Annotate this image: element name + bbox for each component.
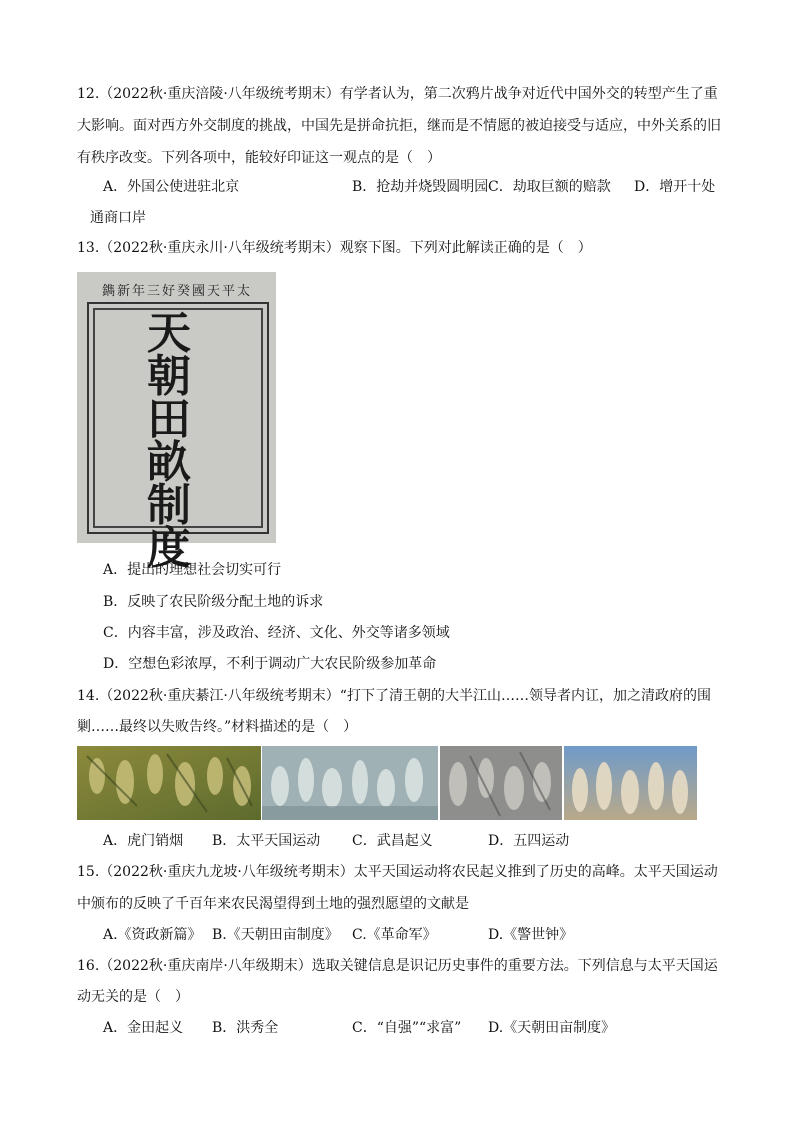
q15-stem-line1: 15.（2022秋·重庆九龙坡·八年级统考期末）太平天国运动将农民起义推到了历史的高峰。太平天国运动	[77, 864, 718, 880]
q15-option-a: A.《资政新篇》	[103, 927, 202, 943]
q16-option-a: A．金田起义	[103, 1020, 184, 1036]
q13-option-b: B．反映了农民阶级分配土地的诉求	[103, 594, 324, 610]
q12-stem-line2: 大影响。面对西方外交制度的挑战，中国先是拼命抗拒，继而是不情愿的被迫接受与适应，中外关系的旧	[77, 118, 721, 134]
q14-option-d: D．五四运动	[488, 833, 570, 849]
q13-stem: 13.（2022秋·重庆永川·八年级统考期末）观察下图。下列对此解读正确的是（ ）	[77, 240, 592, 256]
q13-option-a: A．提出的理想社会切实可行	[103, 562, 282, 578]
q14-stem-line2: 剿……最终以失败告终。”材料描述的是（ ）	[77, 719, 358, 735]
relief-image-d	[564, 746, 697, 820]
q12-option-c: C．劫取巨额的赔款	[488, 179, 611, 195]
q14-stem-line1: 14.（2022秋·重庆綦江·八年级统考期末）“打下了清王朝的大半江山……领导者内讧，加之清政府的围	[77, 688, 711, 704]
q16-stem-line2: 动无关的是（ ）	[77, 989, 189, 1005]
q16-option-b: B．洪秀全	[212, 1020, 279, 1036]
q14-option-a: A．虎门销烟	[103, 833, 184, 849]
q13-option-d: D．空想色彩浓厚，不利于调动广大农民阶级参加革命	[103, 656, 437, 672]
q14-option-b: B．太平天国运动	[212, 833, 321, 849]
q13-option-c: C．内容丰富，涉及政治、经济、文化、外交等诸多领域	[103, 625, 450, 641]
q15-option-d: D.《警世钟》	[488, 927, 574, 943]
q14-option-c: C．武昌起义	[352, 833, 433, 849]
q12-option-d-continued: 通商口岸	[90, 210, 146, 226]
q16-stem-line1: 16.（2022秋·重庆南岸·八年级期末）选取关键信息是识记历史事件的重要方法。下列信息与太平天国运	[77, 958, 718, 974]
q16-option-c: C．“自强”“求富”	[352, 1020, 462, 1036]
q12-option-b: B．抢劫并烧毁圆明园	[352, 179, 489, 195]
q12-option-a: A．外国公使进驻北京	[103, 179, 240, 195]
image-title: 天朝田畝制度	[147, 308, 191, 574]
relief-image-c	[440, 746, 562, 820]
relief-image-a	[77, 746, 261, 820]
q12-stem-line1: 12.（2022秋·重庆涪陵·八年级统考期末）有学者认为，第二次鸦片战争对近代中国外交的转型产生了重	[77, 86, 718, 102]
relief-image-b	[262, 746, 438, 820]
q12-stem-line3: 有秩序改变。下列各项中，能较好印证这一观点的是（ ）	[77, 150, 441, 166]
q16-option-d: D.《天朝田亩制度》	[488, 1020, 616, 1036]
q12-option-d: D．增开十处	[634, 179, 716, 195]
q15-option-c: C.《革命军》	[352, 927, 437, 943]
image-top-inscription: 鐫新年三好癸國天平太	[101, 284, 252, 299]
q15-stem-line2: 中颁布的反映了千百年来农民渴望得到土地的强烈愿望的文献是	[77, 896, 469, 912]
q15-option-b: B.《天朝田亩制度》	[212, 927, 339, 943]
